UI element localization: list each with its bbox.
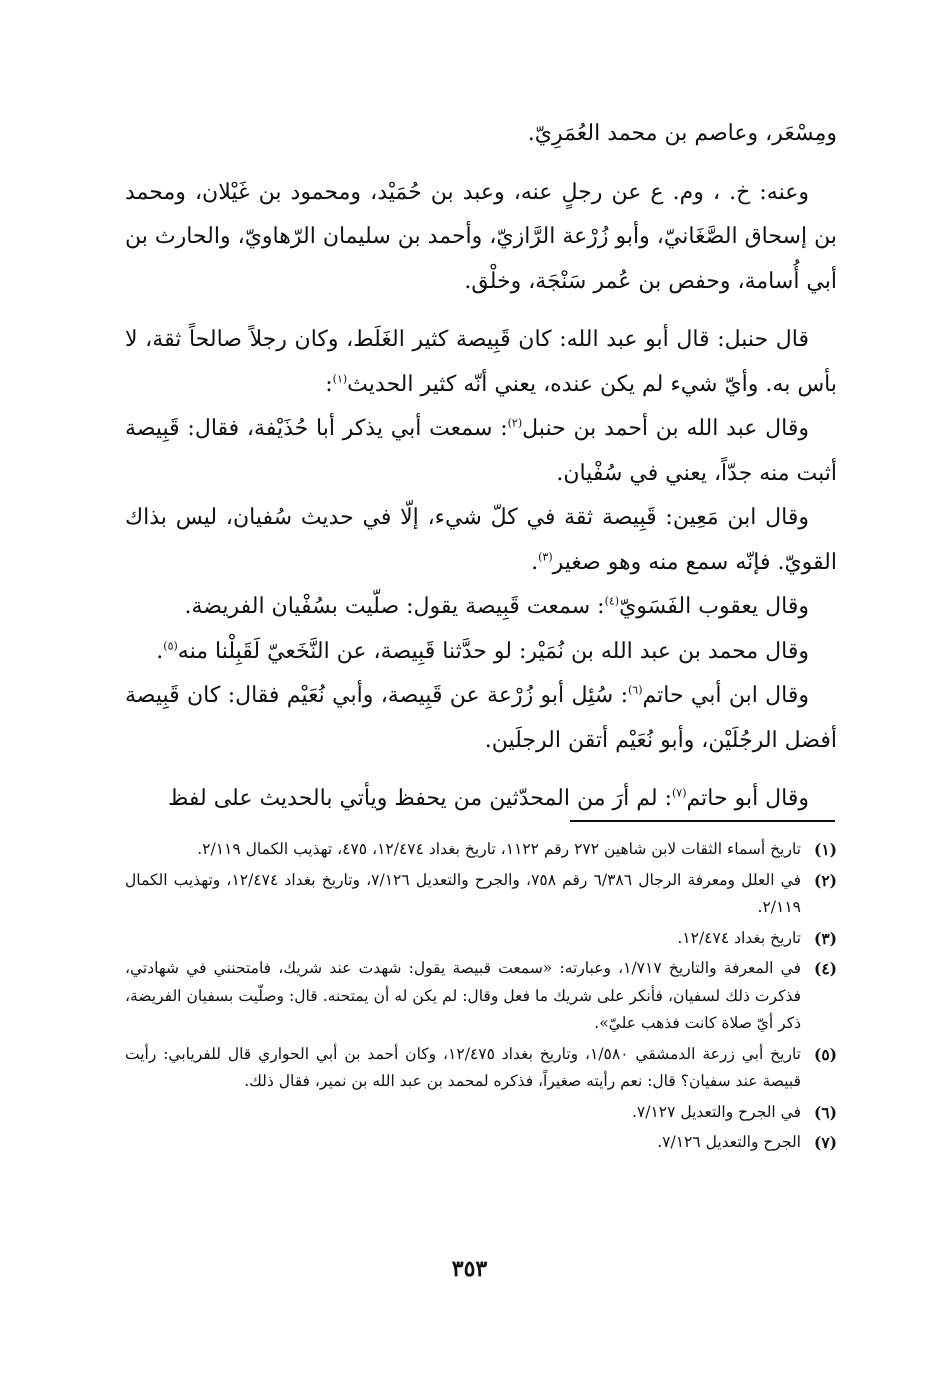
- footnote-number: (١): [813, 840, 837, 859]
- footnote-number: (٣): [813, 928, 837, 948]
- footnote-number: (٥): [813, 1044, 837, 1064]
- paragraph: [125, 112, 837, 157]
- paragraph-text-cont: :: [325, 371, 333, 397]
- paragraph-text-cont: : سمعت قَبِيصة يقول: صلّيت بسُفْيان الفريضة.: [184, 594, 605, 619]
- footnote-ref: (١): [332, 372, 348, 386]
- footnote: [125, 836, 837, 864]
- footnote-separator: [570, 820, 835, 822]
- paragraph-text-cont: .: [531, 549, 539, 575]
- footnote-text: في المعرفة والتاريخ ١/٧١٧، وعبارته: «سمعت قبيصة يقول: شهدت عند شريك، فامتحنني في شهادتي، فذكرت ذلك لسفيان، فأنكر على شريك ما فعل وقال: لم يكن له أن يمتحنه. قال: وصلّيت بسفيان الفريضة، ذكر أيّ صلاة كانت فذهب عليّ».: [125, 959, 801, 1032]
- paragraph-text: وقال ابن مَعِين: قَبِيصة ثقة في كلّ شيء، إلّا في حديث سُفيان، ليس بذاك القويّ. فإنّه سمع منه وهو صغير: [125, 505, 837, 575]
- paragraph-text: وعنه: خ. ، وم. ع عن رجلٍ عنه، وعبد بن حُمَيْد، ومحمود بن غَيْلان، ومحمد بن إسحاق الصَّغَانيّ، وأبو زُرْعة الرَّازيّ، وأحمد بن سليمان الرّهاويّ، والحارث بن أبي أُسامة، وحفص بن عُمر سَنْجَة، وخلْق.: [125, 179, 837, 294]
- footnote-number: (٧): [813, 1133, 837, 1152]
- footnote: [125, 955, 837, 1038]
- footnote: [125, 1099, 837, 1127]
- paragraph: [125, 496, 837, 585]
- footnote-ref: (٤): [604, 594, 620, 608]
- footnote: [125, 867, 837, 922]
- footnote-ref: (٥): [163, 639, 178, 653]
- paragraph: [125, 674, 837, 763]
- footnote: [125, 1129, 837, 1157]
- paragraph-text-cont: : لم أرَ من المحدّثين من يحفظ ويأتي بالحديث على لفظ: [168, 786, 672, 811]
- footnote: [125, 925, 837, 953]
- paragraph-text-cont: : سمعت أبي يذكر أبا حُذَيْفة، فقال: قَبِيصة أثبت منه جدّاً، يعني في سُفْيان.: [125, 416, 837, 486]
- footnote-text: في العلل ومعرفة الرجال ٦/٣٨٦ رقم ٧٥٨، والجرح والتعديل ٧/١٢٦، وتاريخ بغداد ١٢/٤٧٤، وتهذيب الكمال ٢/١١٩.: [125, 870, 801, 916]
- paragraph-text: وقال أبو حاتم: [686, 786, 809, 811]
- paragraph-text: ومِسْعَر، وعاصم بن محمد العُمَرِيّ.: [527, 121, 837, 146]
- footnotes: [125, 836, 837, 1160]
- main-text: [125, 112, 837, 822]
- paragraph: [125, 777, 837, 822]
- footnote-number: (٤): [813, 959, 837, 978]
- paragraph: [125, 171, 837, 305]
- footnote: [125, 1041, 837, 1096]
- page-number: ٣٥٣: [451, 1256, 488, 1282]
- footnote-text: تاريخ أسماء الثقات لابن شاهين ٢٧٢ رقم ١١٢٢، تاريخ بغداد ١٢/٤٧٤، ٤٧٥، تهذيب الكمال ٢/١١٩.: [197, 840, 801, 858]
- paragraph: [125, 407, 837, 496]
- footnote-text: في الجرح والتعديل ٧/١٢٧.: [631, 1102, 801, 1121]
- paragraph-text: قال حنبل: قال أبو عبد الله: كان قَبِيصة كثير الغَلَط، وكان رجلاً صالحاً ثقة، لا بأس به. وأيّ شيء لم يكن عنده، يعني أنّه كثير الحديث: [125, 327, 837, 397]
- footnote-number: (٢): [813, 870, 837, 890]
- footnote-text: الجرح والتعديل ٧/١٢٦.: [657, 1133, 801, 1151]
- footnote-text: تاريخ أبي زرعة الدمشقي ١/٥٨٠، وتاريخ بغداد ١٢/٤٧٥، وكان أحمد بن أبي الحواري قال للفريابي: رأيت قبيصة عند سفيان؟ قال: نعم رأيته صغيراً، فذكره لمحمد بن عبد الله بن نمير، فقال ذلك.: [125, 1044, 801, 1090]
- paragraph: [125, 585, 837, 630]
- paragraph-text: وقال يعقوب الفَسَويّ: [619, 594, 809, 619]
- footnote-ref: (٣): [538, 550, 553, 564]
- footnote-number: (٦): [813, 1102, 837, 1122]
- paragraph: [125, 318, 837, 407]
- footnote-ref: (٦): [627, 683, 643, 697]
- paragraph-text: وقال عبد الله بن أحمد بن حنبل: [522, 416, 809, 441]
- paragraph-text-cont: : سُئِل أبو زُرْعة عن قَبِيصة، وأبي نُعَيْم فقال: كان قَبِيصة أفضل الرجُلَيْن، وأبو نُعَيْم أتقن الرجلَين.: [125, 683, 837, 753]
- paragraph-text: وقال ابن أبي حاتم: [642, 683, 809, 708]
- footnote-text: تاريخ بغداد ١٢/٤٧٤.: [677, 928, 801, 947]
- footnote-ref: (٧): [672, 786, 687, 800]
- paragraph: [125, 630, 837, 675]
- footnote-ref: (٢): [507, 416, 523, 430]
- paragraph-text: وقال محمد بن عبد الله بن نُمَيْر: لو حدَّثنا قَبِيصة، عن النَّخَعيّ لَقَبِلْنا منه: [177, 638, 809, 664]
- paragraph-text-cont: .: [156, 638, 164, 664]
